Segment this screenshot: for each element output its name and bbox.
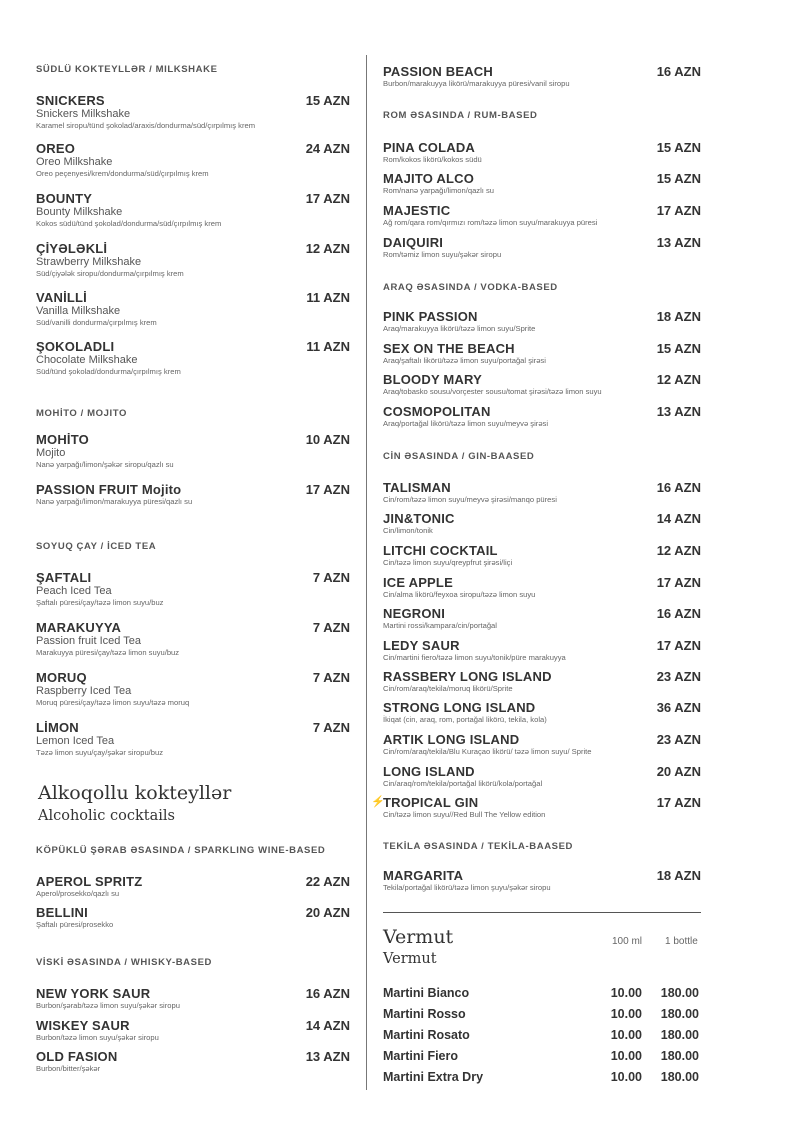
item-price: 13 AZN [656, 235, 701, 250]
item-description: Aperol/prosekko/qazlı su [36, 889, 120, 898]
item-name: APEROL SPRITZ [36, 874, 143, 889]
item-description: Cin/təzə limon suyu/qreypfrut şirəsi/liçi [383, 558, 513, 567]
menu-item [383, 140, 701, 165]
item-name: TROPICAL GIN [383, 795, 479, 810]
item-price: 7 AZN [312, 670, 350, 685]
item-name: ICE APPLE [383, 575, 453, 590]
item-subtitle: Oreo Milkshake [36, 156, 113, 168]
vermut-name: Martini Rosso [383, 1007, 466, 1021]
vermut-name: Martini Extra Dry [383, 1070, 484, 1084]
item-price: 7 AZN [312, 620, 350, 635]
menu-item [383, 732, 701, 757]
menu-item [36, 141, 350, 179]
item-description: Araq/tobasko sousu/vorçester sousu/tomat şirəsi/təzə limon suyu [383, 387, 602, 396]
item-name: BELLINI [36, 905, 88, 920]
item-price: 14 AZN [305, 1018, 350, 1033]
item-price: 13 AZN [305, 1049, 350, 1064]
column-divider [366, 55, 367, 1090]
item-name: MORUQ [36, 670, 87, 685]
item-price: 16 AZN [656, 480, 701, 495]
item-name: RASSBERY LONG ISLAND [383, 669, 552, 684]
vermut-price-bottle: 180.00 [660, 1070, 699, 1084]
item-name: BOUNTY [36, 191, 93, 206]
item-name: LEDY SAUR [383, 638, 460, 653]
menu-item [383, 764, 701, 789]
menu-item [383, 372, 701, 397]
item-description: İkiqat (cin, araq, rom, portağal likörü, tekila, kola) [383, 715, 547, 724]
item-price: 15 AZN [305, 93, 350, 108]
item-name: PINK PASSION [383, 309, 478, 324]
item-description: Rom/təmiz limon suyu/şəkər siropu [383, 250, 502, 259]
section-heading-mojito: MOHİTO / MOJITO [36, 408, 127, 419]
item-price: 15 AZN [656, 171, 701, 186]
vermut-price-bottle: 180.00 [660, 1007, 699, 1021]
item-price: 15 AZN [656, 140, 701, 155]
item-name: ŞAFTALI [36, 570, 92, 585]
item-price: 14 AZN [656, 511, 701, 526]
menu-item [36, 339, 350, 377]
vermut-row [383, 1070, 701, 1085]
menu-item [383, 309, 701, 334]
menu-item [36, 986, 350, 1011]
vermut-row [383, 986, 701, 1001]
item-price: 10 AZN [305, 432, 350, 447]
item-subtitle: Lemon Iced Tea [36, 735, 115, 747]
section-heading-whisky: VİSKİ ƏSASINDA / WHISKY-BASED [36, 957, 212, 968]
alcoholic-title: Alkoqollu kokteyllər [38, 782, 232, 804]
item-price: 17 AZN [656, 575, 701, 590]
item-price: 11 AZN [306, 339, 350, 354]
menu-item [36, 720, 350, 758]
alcoholic-subtitle: Alcoholic cocktails [38, 808, 175, 824]
menu-item [36, 874, 350, 899]
menu-item [36, 290, 350, 328]
item-description: Araq/marakuyya likörü/təzə limon suyu/Sprite [383, 324, 536, 333]
item-name: LİMON [36, 720, 79, 735]
vermut-price-100ml: 10.00 [610, 1049, 642, 1063]
vermut-price-bottle: 180.00 [660, 1028, 699, 1042]
item-name: PINA COLADA [383, 140, 475, 155]
item-price: 11 AZN [306, 290, 350, 305]
menu-item [383, 669, 701, 694]
item-description: Cin/rom/araq/tekila/Blu Kuraçao likörü/ təzə limon suyu/ Sprite [383, 747, 592, 756]
item-description: Burbon/təzə limon suyu/şəkər siropu [36, 1033, 159, 1042]
lightning-icon: ⚡ [371, 796, 385, 808]
item-subtitle: Raspberry Iced Tea [36, 685, 132, 697]
vermut-price-100ml: 10.00 [610, 1028, 642, 1042]
item-description: Təzə limon suyu/çay/şəkər siropu/buz [36, 748, 164, 757]
menu-item [36, 1049, 350, 1074]
item-subtitle: Bounty Milkshake [36, 206, 123, 218]
item-name: ARTIK LONG ISLAND [383, 732, 520, 747]
item-description: Marakuyya püresi/çay/təzə limon suyu/buz [36, 648, 180, 657]
item-description: Cin/təzə limon suyu//Red Bull The Yellow edition [383, 810, 546, 819]
vermut-price-bottle: 180.00 [660, 986, 699, 1000]
item-name: MARGARITA [383, 868, 464, 883]
menu-item [383, 171, 701, 196]
menu-item [36, 191, 350, 229]
item-description: Burbon/bitter/şəkər [36, 1064, 101, 1073]
item-description: Cin/martini fiero/təzə limon suyu/tonik/püre marakuyya [383, 653, 566, 662]
menu-item [36, 241, 350, 279]
item-subtitle: Strawberry Milkshake [36, 256, 142, 268]
item-description: Süd/çiyələk siropu/dondurma/çırpılmış krem [36, 269, 184, 278]
item-description: Moruq püresi/çay/təzə limon suyu/təzə moruq [36, 698, 190, 707]
item-name: LONG ISLAND [383, 764, 475, 779]
item-name: PASSION FRUIT Mojito [36, 482, 182, 497]
item-name: PASSION BEACH [383, 64, 493, 79]
vermut-name: Martini Fiero [383, 1049, 459, 1063]
vermut-row [383, 1028, 701, 1043]
item-name: OREO [36, 141, 76, 156]
item-price: 18 AZN [656, 309, 701, 324]
item-description: Burbon/şərab/təzə limon suyu/şəkər siropu [36, 1001, 180, 1010]
vermut-row [383, 1049, 701, 1064]
item-price: 23 AZN [656, 669, 701, 684]
menu-item [383, 575, 701, 600]
menu-item [383, 868, 701, 893]
item-subtitle: Mojito [36, 447, 66, 459]
item-name: SEX ON THE BEACH [383, 341, 515, 356]
item-subtitle: Peach Iced Tea [36, 585, 112, 597]
menu-item [383, 235, 701, 260]
item-description: Cin/alma likörü/feyxoa siropu/təzə limon suyu [383, 590, 536, 599]
item-price: 12 AZN [656, 372, 701, 387]
menu-item [36, 905, 350, 930]
item-price: 23 AZN [656, 732, 701, 747]
vermut-price-bottle: 180.00 [660, 1049, 699, 1063]
item-description: Rom/nanə yarpağı/limon/qazlı su [383, 186, 495, 195]
menu-item [36, 482, 350, 507]
item-name: NEGRONI [383, 606, 446, 621]
item-description: Karamel siropu/tünd şokolad/araxis/dondurma/süd/çırpılmış krem [36, 121, 256, 130]
vermut-divider-line [383, 912, 701, 913]
menu-item [36, 670, 350, 708]
item-name: TALISMAN [383, 480, 451, 495]
menu-item [383, 606, 701, 631]
item-subtitle: Passion fruit Iced Tea [36, 635, 141, 647]
item-name: MOHİTO [36, 432, 89, 447]
item-price: 17 AZN [656, 795, 701, 810]
item-name: ÇİYƏLƏKLİ [36, 241, 108, 256]
item-description: Kokos südü/tünd şokolad/dondurma/süd/çırpılmış krem [36, 219, 222, 228]
item-description: Şaftalı püresi/prosekko [36, 920, 114, 929]
item-name: LITCHI COCKTAIL [383, 543, 498, 558]
item-price: 15 AZN [656, 341, 701, 356]
item-price: 17 AZN [305, 482, 350, 497]
menu-item [383, 638, 701, 663]
item-name: VANİLLİ [36, 290, 87, 305]
section-heading-sparkling: KÖPÜKLÜ ŞƏRAB ƏSASINDA / SPARKLING WINE-BASED [36, 845, 326, 856]
item-description: Burbon/marakuyya likörü/marakuyya püresi/vanil siropu [383, 79, 570, 88]
section-heading-milkshake: SÜDLÜ KOKTEYLLƏR / MILKSHAKE [36, 64, 218, 75]
menu-item [383, 511, 701, 536]
vermut-col-bottle: 1 bottle [665, 936, 698, 947]
item-description: Oreo peçenyesi/krem/dondurma/süd/çırpılmış krem [36, 169, 209, 178]
item-description: Şaftalı püresi/çay/təzə limon suyu/buz [36, 598, 164, 607]
item-description: Cin/araq/rom/tekila/portağal likörü/kola/portağal [383, 779, 543, 788]
menu-item [383, 480, 701, 505]
item-price: 20 AZN [305, 905, 350, 920]
item-description: Nanə yarpağı/limon/şəkər siropu/qazlı su [36, 460, 174, 469]
menu-item [36, 1018, 350, 1043]
vermut-price-100ml: 10.00 [610, 986, 642, 1000]
item-name: MAJESTIC [383, 203, 451, 218]
menu-item [383, 64, 701, 89]
item-description: Nanə yarpağı/limon/marakuyya püresi/qazlı su [36, 497, 193, 506]
item-description: Cin/limon/tonik [383, 526, 433, 535]
section-heading-rum: ROM ƏSASINDA / RUM-BASED [383, 110, 538, 121]
vermut-title: Vermut [383, 926, 454, 948]
item-price: 16 AZN [656, 64, 701, 79]
vermut-name: Martini Rosato [383, 1028, 470, 1042]
menu-item [36, 570, 350, 608]
vermut-name: Martini Bianco [383, 986, 470, 1000]
item-price: 16 AZN [305, 986, 350, 1001]
item-name: MARAKUYYA [36, 620, 122, 635]
vermut-subtitle: Vermut [383, 951, 437, 967]
item-description: Cin/rom/təzə limon suyu/meyvə şirəsi/manqo püresi [383, 495, 557, 504]
item-price: 12 AZN [305, 241, 350, 256]
item-subtitle: Snickers Milkshake [36, 108, 131, 120]
menu-item [383, 543, 701, 568]
item-description: Araq/şaftalı likörü/təzə limon suyu/portağal şirəsi [383, 356, 546, 365]
menu-item [36, 620, 350, 658]
item-price: 20 AZN [656, 764, 701, 779]
section-heading-tequila: TEKİLA ƏSASINDA / TEKİLA-BAASED [383, 841, 573, 852]
vermut-col-100ml: 100 ml [612, 936, 643, 947]
item-price: 17 AZN [656, 638, 701, 653]
item-description: Rom/kokos likörü/kokos südü [383, 155, 482, 164]
item-name: NEW YORK SAUR [36, 986, 151, 1001]
section-heading-icedtea: SOYUQ ÇAY / İCED TEA [36, 541, 157, 552]
item-name: DAIQUIRI [383, 235, 444, 250]
section-heading-gin: CİN ƏSASINDA / GIN-BAASED [383, 451, 535, 462]
item-price: 36 AZN [656, 700, 701, 715]
item-subtitle: Chocolate Milkshake [36, 354, 138, 366]
item-description: Süd/tünd şokolad/dondurma/çırpılmış krem [36, 367, 181, 376]
menu-item [371, 795, 701, 820]
item-price: 7 AZN [312, 720, 350, 735]
item-description: Tekila/portağal likörü/təzə limon şuyu/şəkər siropu [383, 883, 551, 892]
item-name: OLD FASION [36, 1049, 118, 1064]
item-name: ŞOKOLADLI [36, 339, 115, 354]
item-name: BLOODY MARY [383, 372, 482, 387]
item-subtitle: Vanilla Milkshake [36, 305, 121, 317]
item-price: 17 AZN [656, 203, 701, 218]
item-description: Araq/portağal likörü/təzə limon suyu/meyvə şirəsi [383, 419, 549, 428]
menu-item [383, 203, 701, 228]
menu-item [36, 432, 350, 470]
item-price: 7 AZN [312, 570, 350, 585]
item-price: 22 AZN [305, 874, 350, 889]
item-name: JIN&TONIC [383, 511, 455, 526]
item-description: Süd/vanilli dondurma/çırpılmış krem [36, 318, 157, 327]
vermut-row [383, 1007, 701, 1022]
item-name: STRONG LONG ISLAND [383, 700, 536, 715]
item-price: 17 AZN [305, 191, 350, 206]
item-description: Cin/rom/araq/tekila/moruq likörü/Sprite [383, 684, 513, 693]
item-price: 18 AZN [656, 868, 701, 883]
item-description: Ağ rom/qara rom/qırmızı rom/təzə limon suyu/marakuyya püresi [383, 218, 598, 227]
section-heading-vodka: ARAQ ƏSASINDA / VODKA-BASED [383, 282, 558, 293]
item-name: WISKEY SAUR [36, 1018, 130, 1033]
item-price: 24 AZN [305, 141, 350, 156]
vermut-price-100ml: 10.00 [610, 1070, 642, 1084]
item-name: COSMOPOLITAN [383, 404, 491, 419]
item-description: Martini rossi/kampara/cin/portağal [383, 621, 497, 630]
item-price: 13 AZN [656, 404, 701, 419]
vermut-price-100ml: 10.00 [610, 1007, 642, 1021]
menu-item [383, 404, 701, 429]
item-price: 12 AZN [656, 543, 701, 558]
menu-item [36, 93, 350, 131]
item-name: SNICKERS [36, 93, 105, 108]
item-price: 16 AZN [656, 606, 701, 621]
menu-item [383, 341, 701, 366]
menu-item [383, 700, 701, 725]
item-name: MAJITO ALCO [383, 171, 475, 186]
